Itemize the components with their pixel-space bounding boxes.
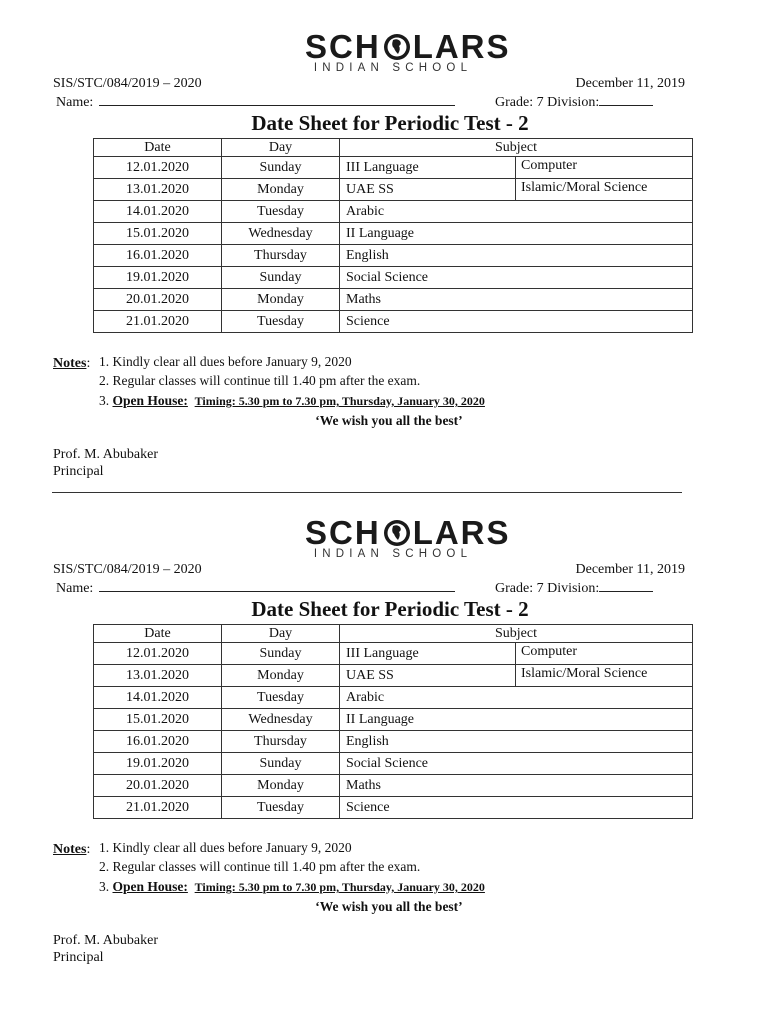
- school-logo: SCH LARS INDIAN SCHOOL: [305, 28, 511, 74]
- note-2: 2. Regular classes will continue till 1.40 pm after the exam.: [99, 859, 421, 874]
- note-3: 3. Open House: Timing: 5.30 pm to 7.30 pm, Thursday, January 30, 2020: [99, 393, 485, 408]
- date-sheet-table: [93, 138, 693, 333]
- page-title: Date Sheet for Periodic Test - 2: [251, 111, 529, 135]
- table-row: 20.01.2020 Monday Maths: [94, 775, 693, 797]
- date-sheet-copy-2: [0, 486, 770, 972]
- header-date: Date: [94, 625, 222, 643]
- table-row: 13.01.2020 Monday UAE SS Islamic/Moral Science: [94, 665, 693, 687]
- notes-label: Notes:: [53, 356, 91, 371]
- notes-label: Notes:: [53, 842, 91, 857]
- table-row: 16.01.2020 Thursday English: [94, 245, 693, 267]
- signatory-role: Principal: [53, 464, 104, 479]
- table-row: 13.01.2020 Monday UAE SS Islamic/Moral Science: [94, 179, 693, 201]
- header-subject: Subject: [340, 625, 693, 643]
- header-date: Date: [94, 139, 222, 157]
- signatory-name: Prof. M. Abubaker: [53, 933, 158, 948]
- header-subject: Subject: [340, 139, 693, 157]
- name-blank: [99, 93, 455, 106]
- division-blank: [599, 93, 653, 106]
- grade-division-field: Grade: 7 Division:: [495, 579, 653, 597]
- reference-number: SIS/STC/084/2019 – 2020: [53, 562, 202, 577]
- header-day: Day: [222, 139, 340, 157]
- note-1: 1. Kindly clear all dues before January 9, 2020: [99, 354, 352, 369]
- issue-date: December 11, 2019: [575, 76, 685, 91]
- school-logo: SCH LARS INDIAN SCHOOL: [305, 514, 511, 560]
- table-row: 20.01.2020 Monday Maths: [94, 289, 693, 311]
- table-row: 15.01.2020 Wednesday II Language: [94, 709, 693, 731]
- note-1: 1. Kindly clear all dues before January 9, 2020: [99, 840, 352, 855]
- table-row: 12.01.2020 Sunday III Language Computer: [94, 643, 693, 665]
- table-row: 14.01.2020 Tuesday Arabic: [94, 687, 693, 709]
- best-wishes: ‘We wish you all the best’: [315, 899, 463, 914]
- table-row: 21.01.2020 Tuesday Science: [94, 797, 693, 819]
- date-sheet-copy-1: [0, 0, 770, 486]
- table-header-row: [94, 625, 693, 643]
- name-field: Name:: [56, 93, 455, 111]
- table-row: 16.01.2020 Thursday English: [94, 731, 693, 753]
- table-row: 14.01.2020 Tuesday Arabic: [94, 201, 693, 223]
- best-wishes: ‘We wish you all the best’: [315, 413, 463, 428]
- table-row: 21.01.2020 Tuesday Science: [94, 311, 693, 333]
- grade-division-field: Grade: 7 Division:: [495, 93, 653, 111]
- globe-icon: [382, 32, 412, 62]
- note-3: 3. Open House: Timing: 5.30 pm to 7.30 pm, Thursday, January 30, 2020: [99, 879, 485, 894]
- issue-date: December 11, 2019: [575, 562, 685, 577]
- note-2: 2. Regular classes will continue till 1.40 pm after the exam.: [99, 373, 421, 388]
- division-blank: [599, 579, 653, 592]
- signatory-name: Prof. M. Abubaker: [53, 447, 158, 462]
- table-header-row: [94, 139, 693, 157]
- name-field: Name:: [56, 579, 455, 597]
- page-title: Date Sheet for Periodic Test - 2: [251, 597, 529, 621]
- table-row: 19.01.2020 Sunday Social Science: [94, 753, 693, 775]
- date-sheet-table: [93, 624, 693, 819]
- header-day: Day: [222, 625, 340, 643]
- reference-number: SIS/STC/084/2019 – 2020: [53, 76, 202, 91]
- globe-icon: [382, 518, 412, 548]
- table-row: 15.01.2020 Wednesday II Language: [94, 223, 693, 245]
- table-row: 12.01.2020 Sunday III Language Computer: [94, 157, 693, 179]
- signatory-role: Principal: [53, 950, 104, 965]
- table-row: 19.01.2020 Sunday Social Science: [94, 267, 693, 289]
- name-blank: [99, 579, 455, 592]
